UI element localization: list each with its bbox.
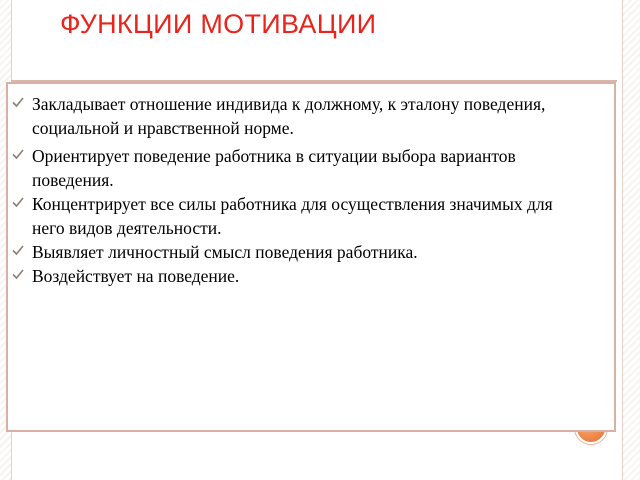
bullet-item [8,240,580,264]
bullet-text: Ориентирует поведение работника в ситуации выбора вариантов поведения. [32,146,516,190]
checkmark-icon [12,96,24,108]
bullet-item [8,144,580,192]
checkmark-icon [12,244,24,256]
content-box [6,82,616,432]
checkmark-icon [12,268,24,280]
checkmark-icon [12,196,24,208]
bullet-list [8,84,614,288]
bullet-item [8,264,580,288]
bullet-text: Воздействует на поведение. [32,266,240,286]
bullet-text: Выявляет личностный смысл поведения работника. [32,242,418,262]
bullet-item [8,92,580,140]
slide-title: ФУНКЦИИ МОТИВАЦИИ [60,9,377,39]
bullet-text: Концентрирует все силы работника для осуществления значимых для него видов деятельности. [32,194,553,238]
checkmark-icon [12,148,24,160]
bullet-item [8,192,580,240]
bullet-text: Закладывает отношение индивида к должному, к эталону поведения, социальной и нравственной норме. [32,94,546,138]
